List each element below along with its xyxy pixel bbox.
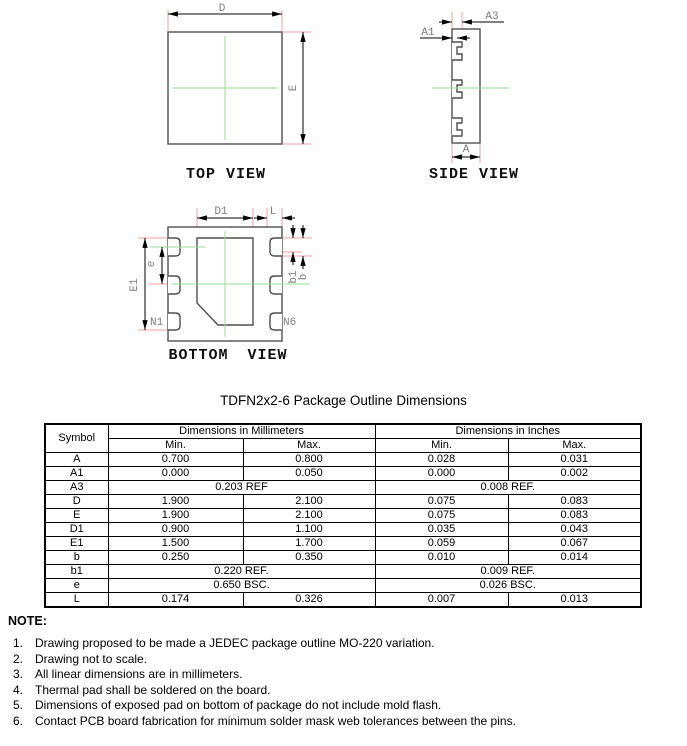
cell-symbol: A [45,453,108,467]
table-row [45,523,641,537]
col-header-mm-min: Min. [108,439,243,453]
col-header-in-max: Max. [508,439,641,453]
dim-label-D1: D1 [214,206,228,218]
col-header-in-min: Min. [375,439,508,453]
cell-mm-max: 1.100 [243,523,375,537]
note-text: Thermal pad shall be soldered on the board. [35,682,271,697]
cell-in-min: 0.035 [375,523,508,537]
cell-mm-span: 0.650 BSC. [108,579,375,593]
col-header-mm-max: Max. [243,439,375,453]
table-row [45,453,641,467]
cell-in-min: 0.028 [375,453,508,467]
note-item [8,683,680,699]
cell-in-span: 0.026 BSC. [375,579,641,593]
cell-in-min: 0.075 [375,495,508,509]
cell-in-min: 0.010 [375,551,508,565]
notes-section [8,614,680,730]
cell-in-span: 0.008 REF. [375,481,641,495]
table-row [45,537,641,551]
cell-symbol: D [45,495,108,509]
cell-mm-max: 0.326 [243,593,375,608]
note-text: Contact PCB board fabrication for minimum solder mask web tolerances between the pins. [35,713,516,728]
cell-mm-min: 0.000 [108,467,243,481]
table-header-row [45,424,641,439]
side-view-caption: SIDE VIEW [428,166,520,183]
cell-in-max: 0.067 [508,537,641,551]
cell-mm-min: 0.250 [108,551,243,565]
cell-in-min: 0.059 [375,537,508,551]
note-number: 4. [13,682,24,697]
pin1-label: N1 [150,317,164,329]
cell-mm-min: 1.900 [108,509,243,523]
note-number: 1. [13,636,24,650]
page-title: TDFN2x2-6 Package Outline Dimensions [220,393,467,408]
cell-in-max: 0.083 [508,495,641,509]
note-item [8,652,680,668]
table-row [45,551,641,565]
note-item [8,714,680,730]
dim-label-D: D [218,3,226,15]
cell-in-max: 0.014 [508,551,641,565]
note-item [8,667,680,683]
note-item [8,698,680,714]
cell-in-min: 0.000 [375,467,508,481]
dim-label-A1: A1 [421,27,435,39]
col-group-mm: Dimensions in Millimeters [108,424,375,439]
cell-in-max: 0.013 [508,593,641,608]
side-view-drawing [400,0,545,195]
cell-mm-span: 0.203 REF [108,481,375,495]
top-view-caption: TOP VIEW [185,166,267,183]
cell-mm-min: 1.500 [108,537,243,551]
table-row [45,593,641,608]
cell-mm-min: 1.900 [108,495,243,509]
top-view-drawing [130,0,340,192]
note-text: Drawing not to scale. [35,651,148,666]
table-row [45,481,641,495]
dimensions-table [44,423,642,608]
note-text: Dimensions of exposed pad on bottom of package do not include mold flash. [35,698,442,713]
note-item [8,636,680,652]
table-row [45,579,641,593]
dim-label-b1: b1 [288,270,300,284]
dim-label-E: E [288,84,300,92]
cell-in-min: 0.075 [375,509,508,523]
note-number: 3. [13,667,24,682]
cell-mm-max: 0.800 [243,453,375,467]
cell-symbol: e [45,579,108,593]
dim-label-A3: A3 [485,11,499,23]
dim-label-E1: E1 [129,278,141,292]
cell-symbol: D1 [45,523,108,537]
note-number: 2. [13,651,24,666]
cell-mm-max: 1.700 [243,537,375,551]
cell-in-span: 0.009 REF. [375,565,641,579]
dim-label-A: A [462,144,470,156]
table-row [45,467,641,481]
note-number: 5. [13,698,24,713]
cell-in-max: 0.083 [508,509,641,523]
cell-mm-span: 0.220 REF. [108,565,375,579]
cell-in-max: 0.002 [508,467,641,481]
notes-heading: NOTE: [8,614,47,628]
cell-mm-max: 2.100 [243,495,375,509]
note-number: 6. [13,713,24,728]
pin6-label: N6 [283,317,297,329]
cell-symbol: b1 [45,565,108,579]
cell-mm-max: 2.100 [243,509,375,523]
col-header-symbol: Symbol [45,424,108,453]
cell-mm-max: 0.050 [243,467,375,481]
col-group-inches: Dimensions in Inches [375,424,641,439]
cell-mm-min: 0.900 [108,523,243,537]
note-text: Drawing proposed to be made a JEDEC package outline MO-220 variation. [35,636,435,650]
cell-mm-min: 0.174 [108,593,243,608]
cell-in-min: 0.007 [375,593,508,608]
cell-symbol: E1 [45,537,108,551]
table-row [45,509,641,523]
dim-label-L: L [269,206,277,218]
table-row [45,565,641,579]
cell-in-max: 0.043 [508,523,641,537]
cell-mm-max: 0.350 [243,551,375,565]
note-text: All linear dimensions are in millimeters. [35,667,243,682]
cell-symbol: L [45,593,108,608]
cell-symbol: E [45,509,108,523]
table-row [45,495,641,509]
bottom-view-drawing [120,195,340,385]
cell-in-max: 0.031 [508,453,641,467]
cell-symbol: A3 [45,481,108,495]
table-subheader-row [45,439,641,453]
cell-mm-min: 0.700 [108,453,243,467]
dim-label-b: b [298,273,310,281]
cell-symbol: b [45,551,108,565]
cell-symbol: A1 [45,467,108,481]
bottom-view-caption: BOTTOM VIEW [168,347,288,364]
dim-label-e: e [146,260,158,268]
